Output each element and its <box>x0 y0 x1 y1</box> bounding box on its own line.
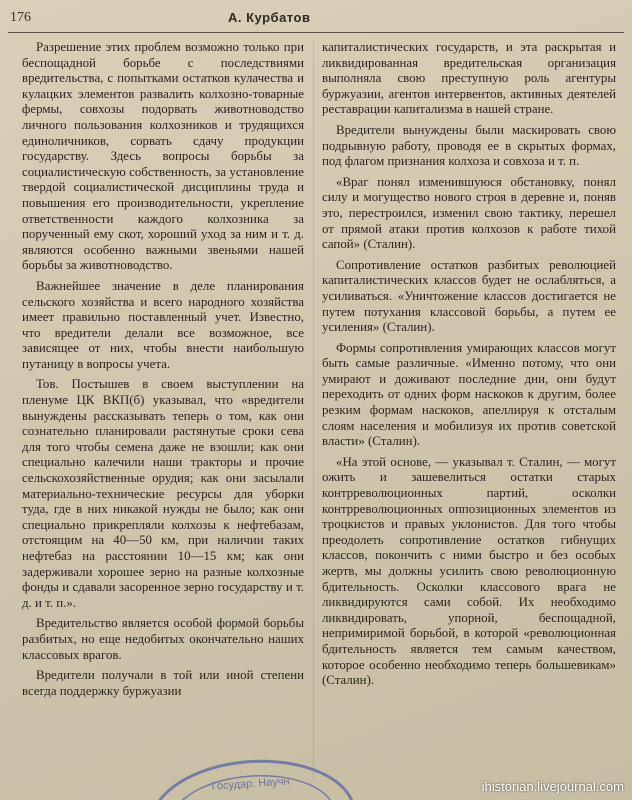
paragraph: Вредители вынуждены были маскировать свою подрывную работу, проводя ее в скрытых формах, под флагом признания колхоза и совхоза и т. п. <box>322 122 616 169</box>
paragraph: Разрешение этих проблем возможно только при беспощадной борьбе с последствиями вредительства, с попытками остатков кулачества и кулацких элементов развалить колхозно-товарные фермы, совхозы подорвать животноводство личного пользования колхозников и трудящихся единоличников, сорвать сдачу продукции государству. Здесь вопросы борьбы за социалистическую собственность, за установление твердой социалистической дисциплины труда и повышения его производительности, укрепление ответственности каждого колхозника за порученный ему скот, хороший уход за ним и т. д. являются особенно важными звеньями нашей борьбы за животноводство. <box>22 40 304 273</box>
paragraph: Важнейшее значение в деле планирования сельского хозяйства и всего народного хозяйства имеет правильно поставленный учет. Известно, что вредители делали все возможное, все зависящее от них, чтобы внести наибольшую путаницу в вопросы учета. <box>22 278 304 371</box>
column-gutter <box>313 40 314 780</box>
page-number: 176 <box>10 10 31 25</box>
paragraph: Вредители получали в той или иной степени всегда поддержку буржуазии <box>22 668 304 698</box>
right-column <box>322 40 616 792</box>
paragraph: «Враг понял изменившуюся обстановку, понял силу и могущество нового строя в деревне и, поняв это, перестроился, изменил свою тактику, перешел от прямой атаки против колхозов к работе тихой сапой» (Сталин). <box>322 174 616 252</box>
watermark: ihistorian.livejournal.com <box>481 779 624 794</box>
paragraph: капиталистических государств, и эта раскрытая и ликвидированная вредительская организация выполняла свою преступную роль агентуры буржуазии, агентов интервентов, активных деятелей реставрации капитализма в нашей стране. <box>322 40 616 117</box>
paragraph: Вредительство является особой формой борьбы разбитых, но еще недобитых окончательно наших классовых врагов. <box>22 616 304 662</box>
paragraph: Тов. Постышев в своем выступлении на пленуме ЦК ВКП(б) указывал, что «вредители вынуждены рассказывать теперь о том, как они сознательно планировали растянутые сроки сева для того чтобы семена даже не взошли; как они специально калечили наши тракторы и прочие сельскохозяйственные орудия; как они засылали материально-технические ресурсы для уборки туда, где в них никакой нужды не было; как они специально прикрепляли колхозы к нефтебазам, отстоящим на 40—50 км, при наличии таких нефтебаз на расстоянии 10—15 км; как они задерживали хорошее зерно на разные колхозные фонды и сдавали засоренное зерно государству и т. д. и т. п.». <box>22 377 304 610</box>
header-rule <box>8 32 624 33</box>
paragraph: Сопротивление остатков разбитых революцией капиталистических классов будет не ослабляться, а усиливаться. «Уничтожение классов достигается не путем потухания классовой борьбы, а путем ее усиления» (Сталин). <box>322 257 616 335</box>
running-title: А. Курбатов <box>228 10 311 25</box>
paragraph: Формы сопротивления умирающих классов могут быть самые различные. «Именно потому, что они умирают и доживают последние дни, они будут переходить от одних форм наскоков к другим, более резким формам наскоков, апеллируя к отсталым слоям населения и мобилизуя их против советской власти» (Сталин). <box>322 340 616 449</box>
left-column <box>22 40 304 792</box>
stamp-text: Государ. Научн <box>211 775 290 793</box>
paragraph: «На этой основе, — указывал т. Сталин, — могут ожить и зашевелиться остатки старых контрреволюционных партий, осколки контрреволюционных оппозиционных элементов из троцкистов и правых уклонистов. Для того чтобы преодолеть сопротивление остатков гибнущих классов, покончить с ними быстро и без особых жертв, мы должны усилить свою революционную бдительность. Осколки классового врага не ликвидируются сами собой. Их необходимо ликвидировать, упорной, беспощадной, непримиримой борьбой, в которой «революционная бдительность является тем самым качеством, которое особенно необходимо теперь большевикам» (Сталин). <box>322 454 616 688</box>
page-header <box>0 0 632 34</box>
